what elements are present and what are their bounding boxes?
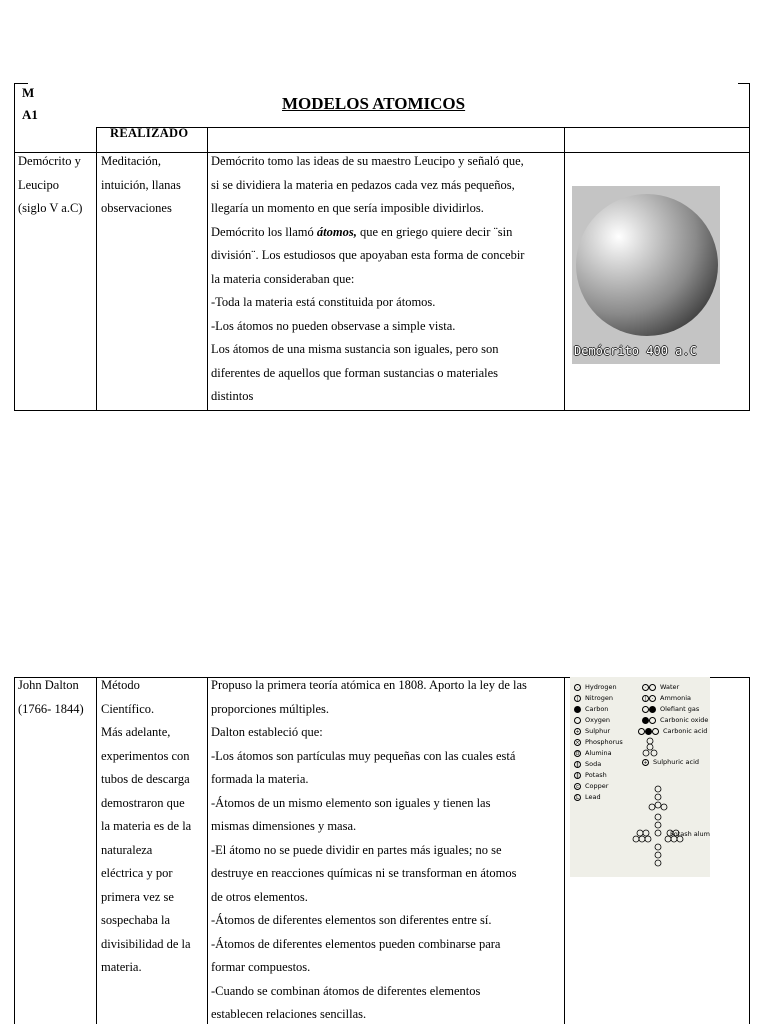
row2-desc-line: Propuso la primera teoría atómica en 1808. Aporto la ley de las — [211, 678, 527, 692]
symbol-label: Potash — [585, 771, 607, 779]
hydrogen-symbol-icon: · — [574, 684, 581, 691]
democritus-atom-image — [572, 186, 720, 364]
row2-desc-line: formar compuestos. — [211, 960, 311, 974]
sulphur-symbol-icon: + — [575, 728, 580, 735]
row1-desc-line: -Los átomos no pueden observase a simple vista. — [211, 318, 456, 333]
symbol-label: Ammonia — [660, 694, 691, 702]
symbol-label: Water — [660, 683, 680, 691]
row2-method-line: experimentos con — [101, 748, 190, 763]
lead-symbol-icon: L — [574, 794, 581, 801]
table2-col-divider-2 — [207, 677, 208, 1024]
row1-desc-line: Demócrito tomo las ideas de su maestro Leucipo y señaló que, — [211, 154, 524, 168]
corner-label-line2: A1 — [22, 107, 38, 122]
row2-desc-line: Dalton estableció que: — [211, 725, 323, 739]
row2-desc-line: -Átomos de diferentes elementos pueden combinarse para — [211, 936, 501, 951]
row1-desc-emphasis: átomos, — [316, 224, 357, 239]
table1-subheader-top — [96, 127, 750, 128]
nitrogen-symbol-icon: | — [574, 695, 581, 702]
symbol-label: Oxygen — [585, 716, 611, 724]
row1-desc-line — [211, 221, 524, 245]
row1-scientist — [18, 150, 82, 221]
row2-desc-line: mismas dimensiones y masa. — [211, 819, 357, 833]
column-header-realizado: REALIZADO — [110, 126, 189, 140]
row1-desc-line: distintos — [211, 389, 254, 403]
row2-description — [211, 674, 527, 1027]
row2-scientist-line: John Dalton — [18, 678, 79, 692]
page-title: MODELOS ATOMICOS — [282, 94, 466, 113]
row1-method — [101, 150, 181, 221]
symbol-label: Lead — [585, 793, 601, 801]
row2-desc-line: destruye en reacciones químicas ni se transforman en átomos — [211, 866, 517, 880]
row1-desc-line: -Toda la materia está constituida por átomos. — [211, 295, 436, 309]
table2-col-divider-3 — [564, 677, 565, 1024]
soda-symbol-icon: ‖ — [574, 761, 581, 768]
row2-scientist-line: (1766- 1844) — [18, 701, 84, 716]
ammonia-symbol-icon: | — [642, 695, 649, 702]
symbol-label: Carbonic oxide — [660, 716, 709, 724]
row2-desc-line: formada la materia. — [211, 772, 309, 786]
symbol-label: Carbon — [585, 705, 609, 713]
row2-desc-line: -Átomos de diferentes elementos son diferentes entre sí. — [211, 913, 492, 927]
table1-col-divider-3 — [564, 127, 565, 411]
symbol-label: Soda — [585, 760, 602, 768]
row1-scientist-line: Leucipo — [18, 177, 59, 192]
potash-alum-molecule-icon — [570, 677, 710, 877]
ammonia-symbol-icon: · — [649, 695, 656, 702]
symbol-label: Potash alum — [670, 830, 711, 838]
row1-desc-fragment: que en griego quiere decir ¨sin — [356, 224, 513, 239]
row2-desc-line: -Cuando se combinan átomos de diferentes elementos — [211, 983, 481, 998]
row2-method-line: materia. — [101, 960, 142, 974]
row1-desc-line: diferentes de aquellos que forman sustancias o materiales — [211, 365, 499, 380]
copper-symbol-icon: c — [574, 783, 581, 790]
row1-description — [211, 150, 524, 409]
table1-col-divider-1 — [96, 127, 97, 411]
symbol-label: Olefiant gas — [660, 705, 700, 713]
alumina-symbol-icon: ʘ — [575, 750, 580, 757]
row1-desc-line: si se dividiera la materia en pedazos cada vez más pequeños, — [211, 177, 515, 192]
row2-method-line: tubos de descarga — [101, 772, 190, 786]
row2-method-line: primera vez se — [101, 889, 174, 904]
symbol-label: Sulphuric acid — [653, 758, 700, 766]
table2-col-divider-1 — [96, 677, 97, 1024]
row1-desc-line: Los átomos de una misma sustancia son iguales, pero son — [211, 342, 499, 356]
table2-left-border — [14, 677, 15, 1024]
dalton-symbols-image — [570, 677, 710, 877]
atom-sphere-icon — [576, 194, 718, 336]
potash-symbol-icon: ‖ — [574, 772, 581, 779]
row2-method-line: demostraron que — [101, 795, 185, 810]
table1-right-border — [749, 83, 750, 411]
table1-bottom-border — [14, 410, 750, 411]
row1-desc-line: la materia consideraban que: — [211, 271, 355, 286]
row2-desc-line: -El átomo no se puede dividir en partes más iguales; no se — [211, 842, 502, 857]
symbol-label: Alumina — [585, 749, 612, 757]
row1-desc-line: llegaría un momento en que sería imposible dividirlos. — [211, 201, 484, 215]
row2-method-line: sospechaba la — [101, 913, 171, 927]
phosphorus-symbol-icon: × — [575, 739, 580, 746]
symbol-label: Carbonic acid — [663, 727, 708, 735]
symbol-label: Hydrogen — [585, 683, 617, 691]
image-caption: Demócrito 400 a.C — [574, 344, 697, 358]
table1-col-divider-2 — [207, 127, 208, 411]
row2-method-line: Más adelante, — [101, 725, 171, 739]
row1-scientist-line: Demócrito y — [18, 154, 81, 168]
symbol-label: Phosphorus — [585, 738, 623, 746]
row1-desc-fragment: Demócrito los llamó — [211, 224, 314, 239]
corner-label-line1: M — [22, 85, 35, 100]
row2-method — [101, 674, 191, 980]
table1-left-border — [14, 83, 15, 411]
row1-desc-line: división¨. Los estudiosos que apoyaban esta forma de concebir — [211, 248, 525, 262]
row2-method-line: Científico. — [101, 701, 155, 716]
symbol-label: Sulphur — [585, 727, 611, 735]
row2-desc-line: proporciones múltiples. — [211, 701, 330, 716]
row2-desc-line: -Átomos de un mismo elemento son iguales y tienen las — [211, 795, 491, 810]
table2-right-border — [749, 677, 750, 1024]
row2-method-line: eléctrica y por — [101, 866, 173, 880]
row2-desc-line: de otros elementos. — [211, 889, 308, 904]
water-symbol-icon: · — [642, 684, 649, 691]
row2-method-line: la materia es de la — [101, 819, 192, 833]
row2-desc-line: establecen relaciones sencillas. — [211, 1007, 367, 1021]
row1-scientist-line: (siglo V a.C) — [18, 201, 83, 215]
row2-method-line: Método — [101, 678, 140, 692]
row2-scientist — [18, 674, 84, 721]
row1-method-line: Meditación, — [101, 154, 162, 168]
row1-method-line: observaciones — [101, 201, 172, 215]
row2-desc-line: -Los átomos son partículas muy pequeñas con las cuales está — [211, 748, 516, 763]
corner-label — [22, 82, 38, 126]
sulphuric-acid-symbol-icon: + — [643, 759, 648, 766]
row1-method-line: intuición, llanas — [101, 177, 181, 192]
row2-method-line: naturaleza — [101, 842, 153, 857]
row2-method-line: divisibilidad de la — [101, 936, 191, 951]
symbol-label: Copper — [585, 782, 609, 790]
symbol-label: Nitrogen — [585, 694, 613, 702]
